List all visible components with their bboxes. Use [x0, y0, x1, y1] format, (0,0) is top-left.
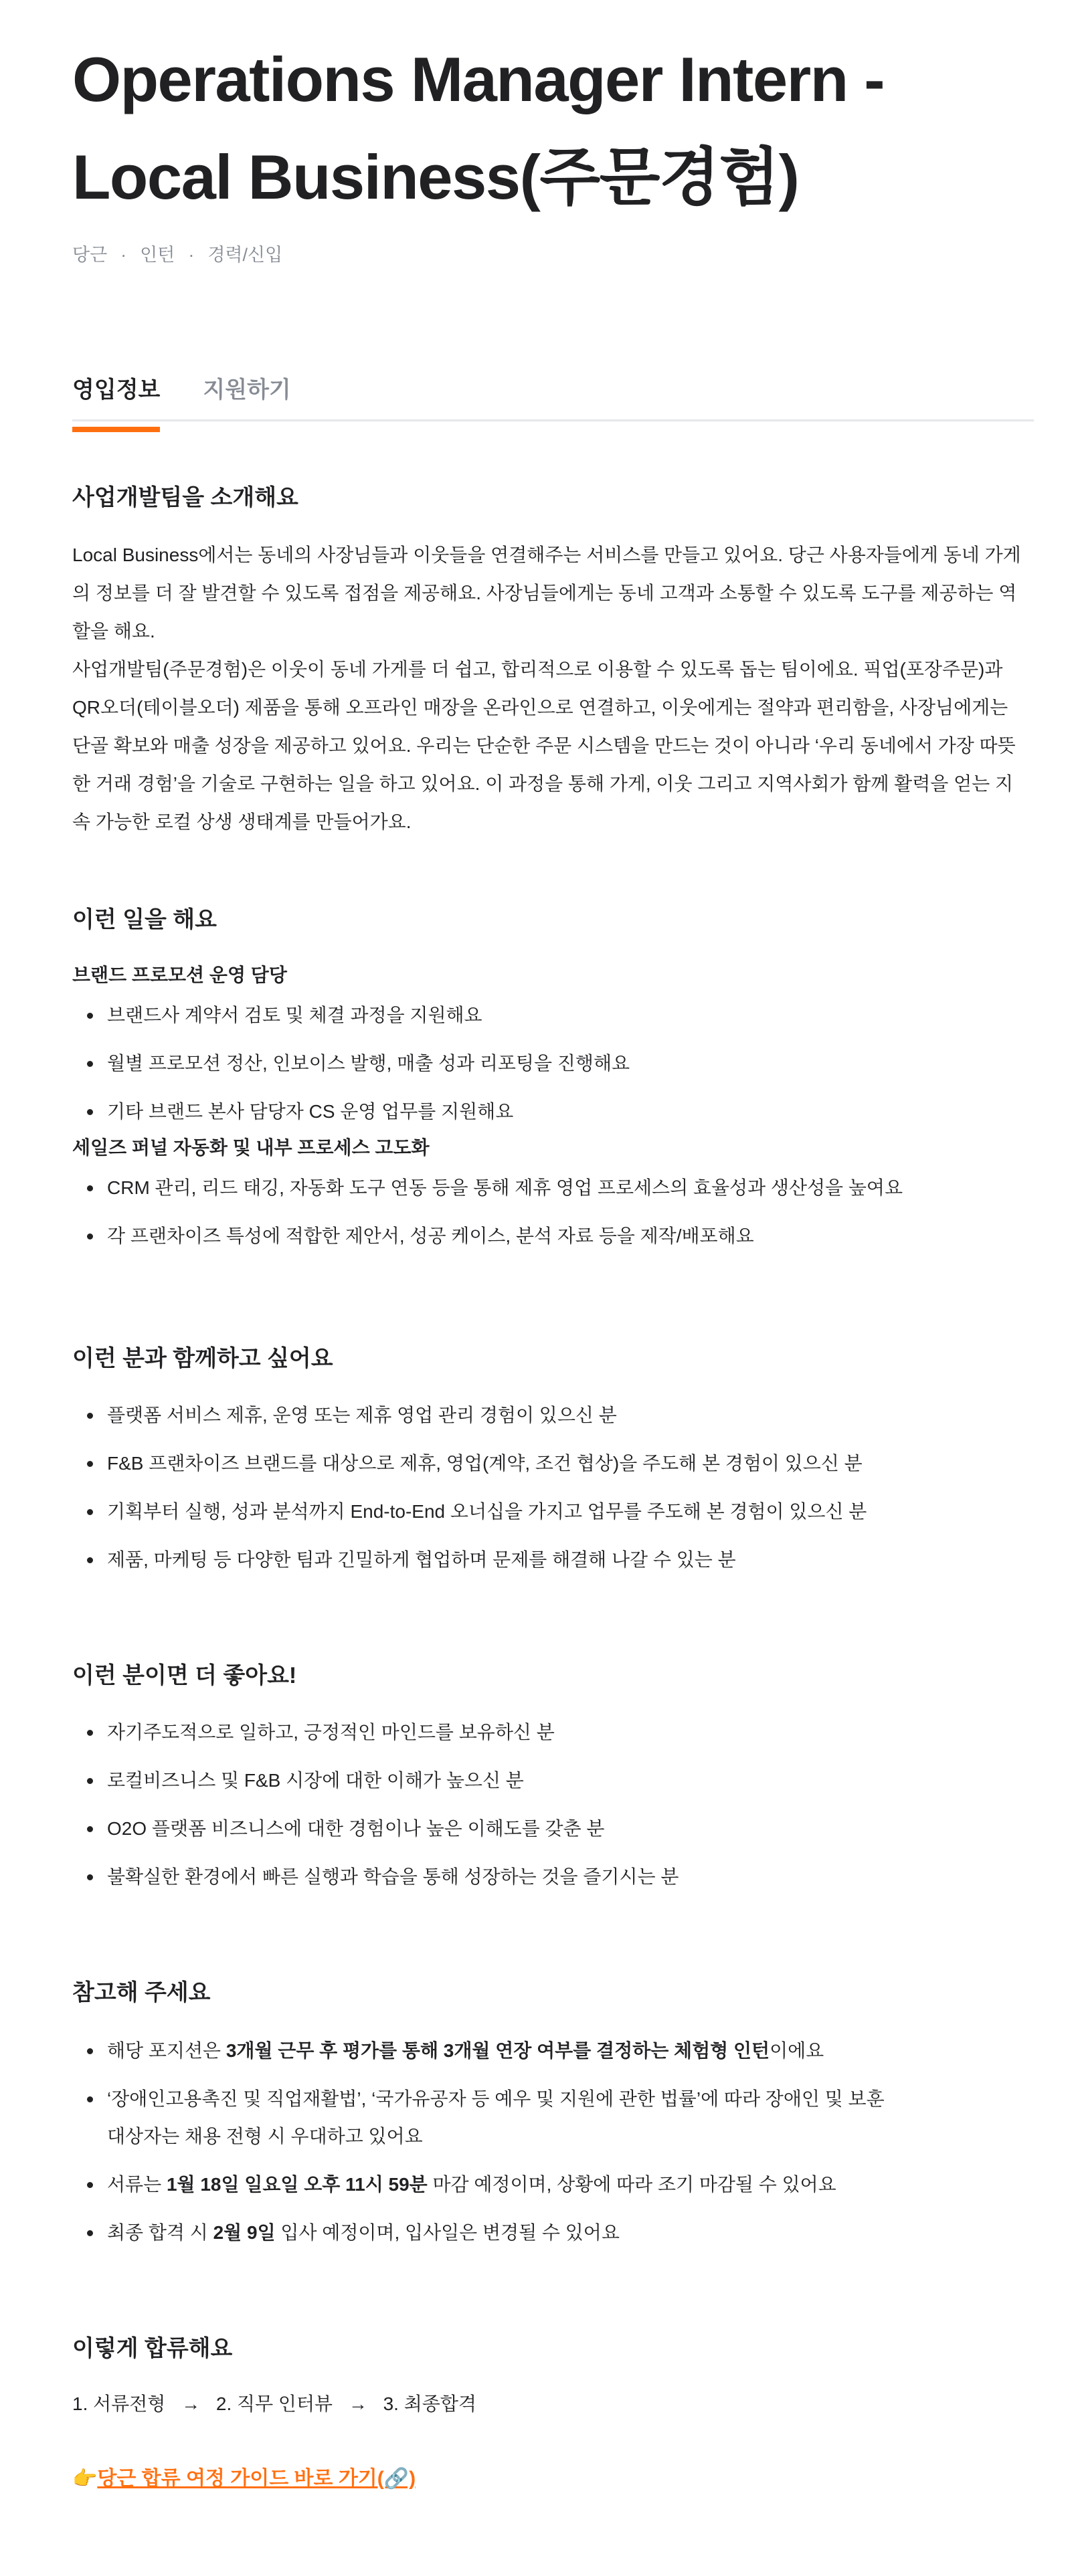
step-final: 3. 최종합격 — [383, 2393, 476, 2414]
list-item — [72, 2032, 895, 2070]
list-item: 로컬비즈니스 및 F&B 시장에 대한 이해가 높으신 분 — [72, 1762, 1022, 1799]
preferred-list — [72, 1714, 1022, 1896]
section-duties — [72, 903, 1022, 1266]
pointing-hand-icon: 👉 — [72, 2468, 98, 2490]
meta-separator: · — [188, 245, 195, 265]
list-item: 자기주도적으로 일하고, 긍정적인 마인드를 보유하신 분 — [72, 1714, 1022, 1751]
note-text: ‘장애인고용촉진 및 직업재활법’, ‘국가유공자 등 예우 및 지원에 관한 법률’에 따라 장애인 및 보훈대상자는 채용 전형 시 우대하고 있어요 — [107, 2088, 885, 2147]
guide-link[interactable]: 당근 합류 여정 가이드 바로 가기(🔗) — [97, 2468, 416, 2490]
note-text: 최종 합격 시 — [107, 2222, 213, 2243]
section-heading: 사업개발팀을 소개해요 — [72, 485, 298, 510]
step-document: 1. 서류전형 — [72, 2393, 166, 2414]
meta-career-level: 경력/신입 — [207, 245, 283, 265]
section-requirements — [72, 1342, 1022, 1589]
duty-list — [72, 1169, 1022, 1255]
list-item: F&B 프랜차이즈 브랜드를 대상으로 제휴, 영업(계약, 조건 협상)을 주도해 본 경험이 있으신 분 — [72, 1445, 1022, 1482]
duty-list — [72, 997, 1022, 1130]
list-item: 기타 브랜드 본사 담당자 CS 운영 업무를 지원해요 — [72, 1093, 1022, 1130]
duty-group-title: 브랜드 프로모션 운영 담당 — [72, 965, 287, 985]
note-emphasis: 2월 9일 — [213, 2222, 276, 2243]
notes-list — [72, 2032, 895, 2252]
note-text: 이에요 — [770, 2040, 824, 2061]
tab-bar — [72, 371, 1034, 421]
list-item: CRM 관리, 리드 태깅, 자동화 도구 연동 등을 통해 제휴 영업 프로세스의 효율성과 생산성을 높여요 — [72, 1169, 1022, 1207]
note-text: 해당 포지션은 — [107, 2040, 226, 2061]
section-notes — [72, 1976, 895, 2262]
meta-employment-type: 인턴 — [140, 245, 175, 265]
tab-apply[interactable]: 지원하기 — [203, 377, 291, 403]
note-emphasis: 1월 18일 일요일 오후 11시 59분 — [166, 2174, 428, 2195]
section-team-intro — [72, 481, 1022, 841]
section-heading: 참고해 주세요 — [72, 1980, 211, 2005]
list-item — [72, 2080, 895, 2155]
list-item: 플랫폼 서비스 제휴, 운영 또는 제휴 영업 관리 경험이 있으신 분 — [72, 1397, 1022, 1434]
list-item: 브랜드사 계약서 검토 및 체결 과정을 지원해요 — [72, 997, 1022, 1034]
list-item: 제품, 마케팅 등 다양한 팀과 긴밀하게 협업하며 문제를 해결해 나갈 수 있는 분 — [72, 1541, 1022, 1579]
list-item: 기획부터 실행, 성과 분석까지 End-to-End 오너십을 가지고 업무를 주도해 본 경험이 있으신 분 — [72, 1493, 1022, 1530]
section-preferred — [72, 1659, 1022, 1906]
tab-job-info[interactable]: 영입정보 — [72, 371, 160, 419]
intro-paragraph: Local Business에서는 동네의 사장님들과 이웃들을 연결해주는 서비스를 만들고 있어요. 당근 사용자들에게 동네 가게의 정보를 더 잘 발견할 수 있도록 접점을 제공해요. 사장님들에게는 동네 고객과 소통할 수 있도록 도구를 제공하는 역할을 해요. — [72, 544, 1021, 641]
section-heading: 이런 분이면 더 좋아요! — [72, 1663, 297, 1688]
arrow-right-icon: → — [181, 2393, 201, 2414]
page-title: Operations Manager Intern - Local Business(주문경험) — [72, 44, 885, 212]
note-text: 서류는 — [107, 2174, 167, 2195]
list-item: O2O 플랫폼 비즈니스에 대한 경험이나 높은 이해도를 갖춘 분 — [72, 1810, 1022, 1848]
hiring-steps — [72, 2387, 476, 2421]
list-item: 각 프랜차이즈 특성에 적합한 제안서, 성공 케이스, 분석 자료 등을 제작/배포해요 — [72, 1217, 1022, 1255]
duty-group-title: 세일즈 퍼널 자동화 및 내부 프로세스 고도화 — [72, 1137, 430, 1158]
requirements-list — [72, 1397, 1022, 1579]
list-item: 월별 프로모션 정산, 인보이스 발행, 매출 성과 리포팅을 진행해요 — [72, 1045, 1022, 1082]
meta-separator: · — [120, 245, 127, 265]
section-heading: 이런 일을 해요 — [72, 907, 217, 932]
note-emphasis: 3개월 근무 후 평가를 통해 3개월 연장 여부를 결정하는 체험형 인턴 — [226, 2040, 770, 2061]
job-meta — [72, 242, 282, 268]
list-item — [72, 2214, 895, 2252]
step-interview: 2. 직무 인터뷰 — [215, 2393, 333, 2414]
note-text: 마감 예정이며, 상황에 따라 조기 마감될 수 있어요 — [427, 2174, 836, 2195]
section-heading: 이런 분과 함께하고 싶어요 — [72, 1346, 333, 1371]
section-process — [72, 2332, 476, 2421]
guide-link-row — [72, 2462, 416, 2496]
meta-company: 당근 — [72, 245, 108, 265]
arrow-right-icon: → — [348, 2393, 367, 2414]
list-item — [72, 2166, 895, 2203]
section-heading: 이렇게 합류해요 — [72, 2336, 233, 2361]
note-text: 입사 예정이며, 입사일은 변경될 수 있어요 — [275, 2222, 620, 2243]
list-item: 불확실한 환경에서 빠른 실행과 학습을 통해 성장하는 것을 즐기시는 분 — [72, 1858, 1022, 1896]
intro-paragraph: 사업개발팀(주문경험)은 이웃이 동네 가게를 더 쉽고, 합리적으로 이용할 수 있도록 돕는 팀이에요. 픽업(포장주문)과 QR오더(테이블오더) 제품을 통해 오프라인 매장을 온라인으로 연결하고, 이웃에게는 절약과 편리함을, 사장님에게는 단골 확보와 매출 성장을 제공하고 있어요. 우리는 단순한 주문 시스템을 만드는 것이 아니라 ‘우리 동네에서 가장 따뜻한 거래 경험’을 기술로 구현하는 일을 하고 있어요. 이 과정을 통해 가게, 이웃 그리고 지역사회가 함께 활력을 얻는 지속 가능한 로컬 상생 생태계를 만들어가요. — [72, 659, 1016, 832]
